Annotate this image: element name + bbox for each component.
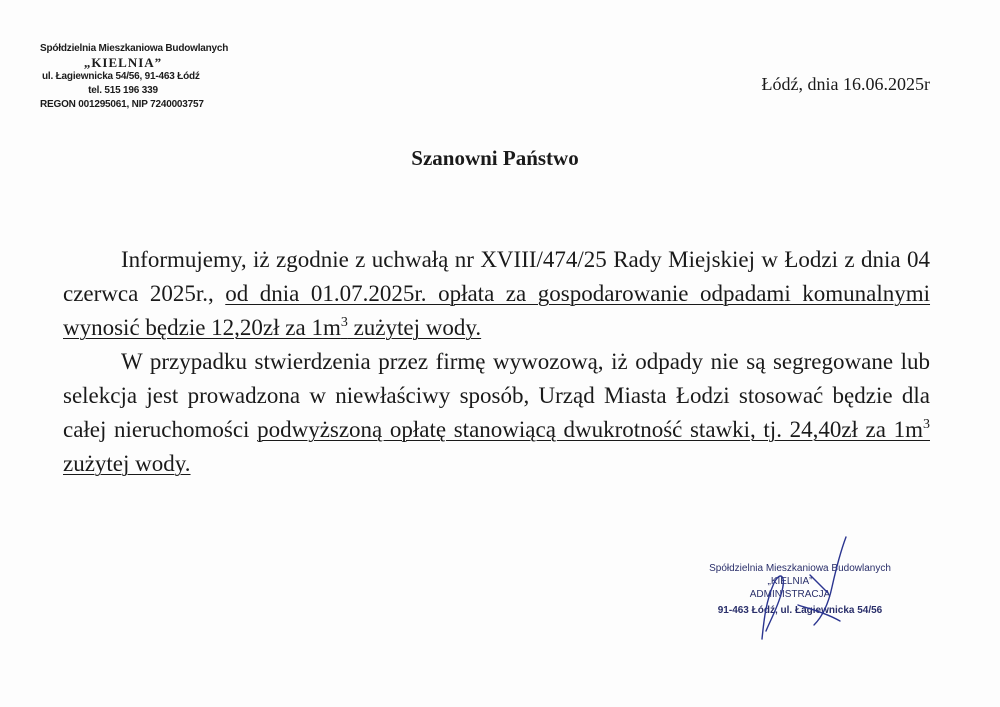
paragraph-2-text: W przypadku stwierdzenia przez firmę wywozową, iż odpady nie są segregowane lub selekcja jest prowadzona w niewłaściwy sposób, Urząd Miasta Łodzi stosować będzie dla całej nieruchomości	[63, 349, 930, 442]
letter-date: Łódź, dnia 16.06.2025r	[761, 74, 930, 94]
salutation: Szanowni Państwo	[411, 146, 579, 170]
paragraph-1-underlined-text: od dnia 01.07.2025r. opłata za gospodarowanie odpadami komunalnymi wynosić będzie 12,20zł za 1m	[63, 281, 931, 340]
header-stamp-cooperative: Spółdzielnia Mieszkaniowa Budowlanych	[40, 43, 229, 54]
paragraph-2-underlined-end: zużytej wody.	[63, 451, 191, 476]
footer-stamp-administration: ADMINISTRACJA	[749, 589, 831, 600]
header-stamp-phone: tel. 515 196 339	[88, 85, 158, 96]
paragraph-1-superscript: 3	[340, 315, 348, 330]
paragraph-1-underlined-end: zużytej wody.	[347, 315, 482, 340]
header-stamp-address: ul. Łagiewnicka 54/56, 91-463 Łódź	[42, 71, 200, 82]
header-stamp-name: „KIELNIA”	[83, 55, 163, 70]
paragraph-1-text: Informujemy, iż zgodnie z uchwałą nr XVIII/474/25 Rady Miejskiej w Łodzi z dnia 04 czerwca 2025r.,	[63, 247, 930, 306]
paragraph-2-underlined-text: podwyższoną opłatę stanowiącą dwukrotność stawki, tj. 24,40zł za 1m	[257, 417, 923, 442]
letter-body	[63, 243, 930, 481]
paragraph-2-superscript: 3	[923, 417, 930, 432]
footer-stamp-name: „KIELNIA”	[767, 576, 813, 587]
header-stamp	[38, 42, 238, 112]
paragraph-2	[63, 345, 930, 481]
header-stamp-regon: REGON 001295061, NIP 7240003757	[40, 99, 204, 110]
footer-stamp-address: 91-463 Łódź, ul. Łagiewnicka 54/56	[717, 605, 883, 616]
paragraph-1	[63, 243, 930, 345]
footer-stamp-cooperative: Spółdzielnia Mieszkaniowa Budowlanych	[709, 563, 891, 574]
signature-icon	[740, 535, 870, 645]
